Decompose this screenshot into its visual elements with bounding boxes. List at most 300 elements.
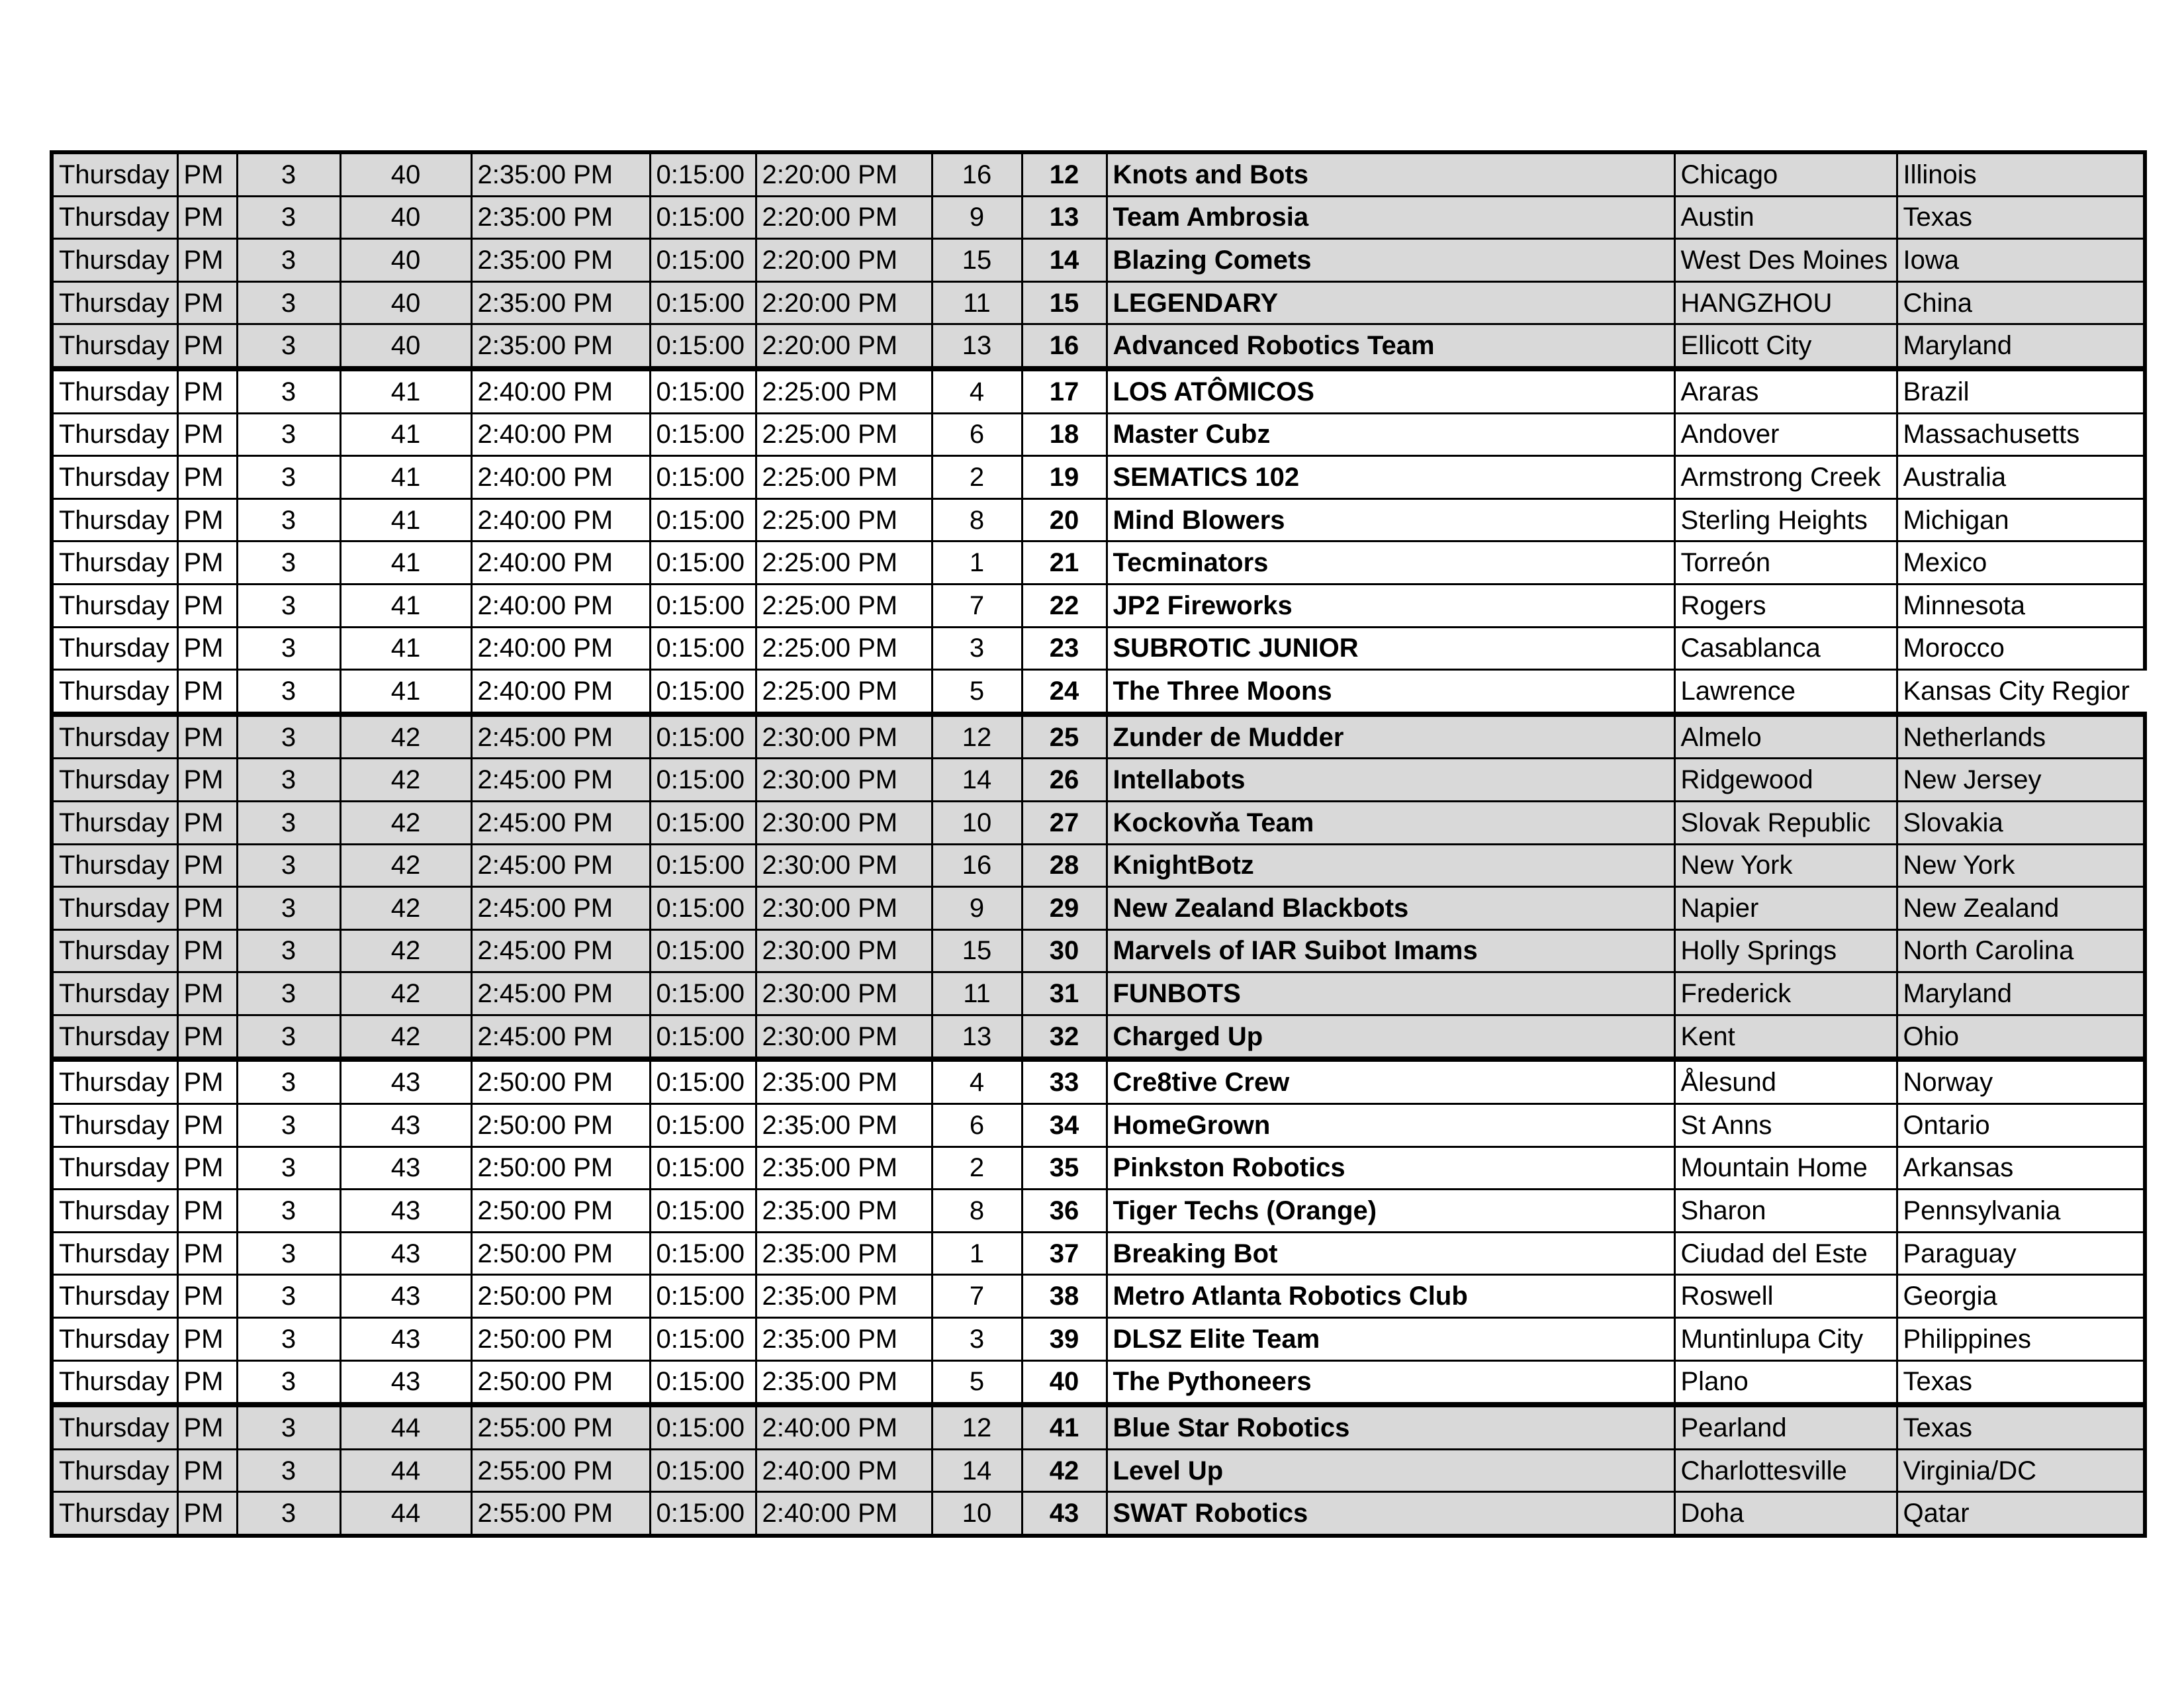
round-cell: 3 bbox=[237, 801, 340, 844]
session-cell: PM bbox=[177, 584, 237, 627]
city-cell: Ridgewood bbox=[1674, 759, 1897, 802]
round-cell: 3 bbox=[237, 887, 340, 930]
field-cell: 11 bbox=[932, 972, 1022, 1015]
region-cell: Minnesota bbox=[1897, 584, 2145, 627]
field-cell: 2 bbox=[932, 1147, 1022, 1190]
team-name-cell: Advanced Robotics Team bbox=[1107, 324, 1674, 369]
check-in-time-cell: 2:30:00 PM bbox=[756, 714, 932, 759]
field-cell: 15 bbox=[932, 929, 1022, 972]
day-cell: Thursday bbox=[52, 324, 177, 369]
table-row bbox=[52, 714, 2145, 759]
match-number-cell: 39 bbox=[1022, 1318, 1107, 1361]
start-time-cell: 2:45:00 PM bbox=[471, 972, 650, 1015]
check-in-time-cell: 2:25:00 PM bbox=[756, 584, 932, 627]
slot-cell: 40 bbox=[340, 152, 471, 196]
team-name-cell: Marvels of IAR Suibot Imams bbox=[1107, 929, 1674, 972]
table-row bbox=[52, 1147, 2145, 1190]
check-in-time-cell: 2:40:00 PM bbox=[756, 1405, 932, 1449]
match-number-cell: 23 bbox=[1022, 627, 1107, 670]
start-time-cell: 2:40:00 PM bbox=[471, 369, 650, 413]
table-row bbox=[52, 541, 2145, 585]
start-time-cell: 2:35:00 PM bbox=[471, 196, 650, 239]
start-time-cell: 2:50:00 PM bbox=[471, 1190, 650, 1233]
field-cell: 6 bbox=[932, 1104, 1022, 1147]
match-number-cell: 13 bbox=[1022, 196, 1107, 239]
duration-cell: 0:15:00 bbox=[650, 1147, 756, 1190]
region-cell: Maryland bbox=[1897, 324, 2145, 369]
round-cell: 3 bbox=[237, 714, 340, 759]
table-row bbox=[52, 413, 2145, 456]
duration-cell: 0:15:00 bbox=[650, 1059, 756, 1103]
region-cell: Paraguay bbox=[1897, 1232, 2145, 1275]
duration-cell: 0:15:00 bbox=[650, 196, 756, 239]
round-cell: 3 bbox=[237, 1015, 340, 1059]
slot-cell: 43 bbox=[340, 1190, 471, 1233]
round-cell: 3 bbox=[237, 196, 340, 239]
field-cell: 13 bbox=[932, 324, 1022, 369]
region-cell: Ontario bbox=[1897, 1104, 2145, 1147]
slot-cell: 43 bbox=[340, 1147, 471, 1190]
slot-cell: 42 bbox=[340, 759, 471, 802]
match-number-cell: 25 bbox=[1022, 714, 1107, 759]
duration-cell: 0:15:00 bbox=[650, 627, 756, 670]
start-time-cell: 2:40:00 PM bbox=[471, 498, 650, 541]
day-cell: Thursday bbox=[52, 1318, 177, 1361]
field-cell: 12 bbox=[932, 714, 1022, 759]
round-cell: 3 bbox=[237, 584, 340, 627]
match-number-cell: 18 bbox=[1022, 413, 1107, 456]
field-cell: 10 bbox=[932, 1492, 1022, 1536]
schedule-body bbox=[52, 152, 2145, 1536]
team-name-cell: SWAT Robotics bbox=[1107, 1492, 1674, 1536]
match-number-cell: 12 bbox=[1022, 152, 1107, 196]
duration-cell: 0:15:00 bbox=[650, 324, 756, 369]
start-time-cell: 2:45:00 PM bbox=[471, 714, 650, 759]
table-row bbox=[52, 670, 2145, 714]
round-cell: 3 bbox=[237, 627, 340, 670]
check-in-time-cell: 2:30:00 PM bbox=[756, 972, 932, 1015]
field-cell: 3 bbox=[932, 627, 1022, 670]
team-name-cell: KnightBotz bbox=[1107, 844, 1674, 887]
check-in-time-cell: 2:20:00 PM bbox=[756, 152, 932, 196]
duration-cell: 0:15:00 bbox=[650, 1015, 756, 1059]
table-row bbox=[52, 369, 2145, 413]
duration-cell: 0:15:00 bbox=[650, 929, 756, 972]
team-name-cell: Kockovňa Team bbox=[1107, 801, 1674, 844]
table-row bbox=[52, 456, 2145, 499]
city-cell: Rogers bbox=[1674, 584, 1897, 627]
region-cell: Netherlands bbox=[1897, 714, 2145, 759]
table-row bbox=[52, 844, 2145, 887]
region-cell: New York bbox=[1897, 844, 2145, 887]
team-name-cell: Team Ambrosia bbox=[1107, 196, 1674, 239]
region-cell: Norway bbox=[1897, 1059, 2145, 1103]
team-name-cell: Tecminators bbox=[1107, 541, 1674, 585]
table-row bbox=[52, 759, 2145, 802]
field-cell: 9 bbox=[932, 196, 1022, 239]
session-cell: PM bbox=[177, 1232, 237, 1275]
round-cell: 3 bbox=[237, 1275, 340, 1318]
table-row bbox=[52, 1104, 2145, 1147]
table-row bbox=[52, 887, 2145, 930]
region-cell: Michigan bbox=[1897, 498, 2145, 541]
session-cell: PM bbox=[177, 670, 237, 714]
duration-cell: 0:15:00 bbox=[650, 714, 756, 759]
city-cell: Ciudad del Este bbox=[1674, 1232, 1897, 1275]
city-cell: Doha bbox=[1674, 1492, 1897, 1536]
match-number-cell: 38 bbox=[1022, 1275, 1107, 1318]
start-time-cell: 2:40:00 PM bbox=[471, 413, 650, 456]
duration-cell: 0:15:00 bbox=[650, 369, 756, 413]
session-cell: PM bbox=[177, 1449, 237, 1492]
match-number-cell: 33 bbox=[1022, 1059, 1107, 1103]
start-time-cell: 2:40:00 PM bbox=[471, 584, 650, 627]
round-cell: 3 bbox=[237, 1059, 340, 1103]
round-cell: 3 bbox=[237, 498, 340, 541]
check-in-time-cell: 2:35:00 PM bbox=[756, 1318, 932, 1361]
round-cell: 3 bbox=[237, 759, 340, 802]
match-number-cell: 15 bbox=[1022, 281, 1107, 324]
start-time-cell: 2:40:00 PM bbox=[471, 541, 650, 585]
table-row bbox=[52, 584, 2145, 627]
match-number-cell: 32 bbox=[1022, 1015, 1107, 1059]
team-name-cell: Intellabots bbox=[1107, 759, 1674, 802]
round-cell: 3 bbox=[237, 1360, 340, 1405]
session-cell: PM bbox=[177, 324, 237, 369]
field-cell: 11 bbox=[932, 281, 1022, 324]
match-number-cell: 27 bbox=[1022, 801, 1107, 844]
check-in-time-cell: 2:35:00 PM bbox=[756, 1360, 932, 1405]
city-cell: Lawrence bbox=[1674, 670, 1897, 714]
day-cell: Thursday bbox=[52, 1015, 177, 1059]
round-cell: 3 bbox=[237, 1147, 340, 1190]
session-cell: PM bbox=[177, 972, 237, 1015]
day-cell: Thursday bbox=[52, 1360, 177, 1405]
slot-cell: 40 bbox=[340, 324, 471, 369]
round-cell: 3 bbox=[237, 670, 340, 714]
match-number-cell: 31 bbox=[1022, 972, 1107, 1015]
round-cell: 3 bbox=[237, 844, 340, 887]
round-cell: 3 bbox=[237, 972, 340, 1015]
duration-cell: 0:15:00 bbox=[650, 1318, 756, 1361]
field-cell: 8 bbox=[932, 1190, 1022, 1233]
check-in-time-cell: 2:30:00 PM bbox=[756, 1015, 932, 1059]
match-number-cell: 21 bbox=[1022, 541, 1107, 585]
match-number-cell: 30 bbox=[1022, 929, 1107, 972]
check-in-time-cell: 2:30:00 PM bbox=[756, 759, 932, 802]
slot-cell: 41 bbox=[340, 456, 471, 499]
team-name-cell: New Zealand Blackbots bbox=[1107, 887, 1674, 930]
slot-cell: 42 bbox=[340, 844, 471, 887]
city-cell: Austin bbox=[1674, 196, 1897, 239]
region-cell: Texas bbox=[1897, 1405, 2145, 1449]
match-number-cell: 29 bbox=[1022, 887, 1107, 930]
session-cell: PM bbox=[177, 801, 237, 844]
slot-cell: 43 bbox=[340, 1059, 471, 1103]
team-name-cell: Level Up bbox=[1107, 1449, 1674, 1492]
check-in-time-cell: 2:35:00 PM bbox=[756, 1147, 932, 1190]
team-name-cell: Tiger Techs (Orange) bbox=[1107, 1190, 1674, 1233]
team-name-cell: LOS ATÔMICOS bbox=[1107, 369, 1674, 413]
city-cell: Chicago bbox=[1674, 152, 1897, 196]
day-cell: Thursday bbox=[52, 281, 177, 324]
start-time-cell: 2:55:00 PM bbox=[471, 1405, 650, 1449]
team-name-cell: HomeGrown bbox=[1107, 1104, 1674, 1147]
field-cell: 4 bbox=[932, 369, 1022, 413]
region-cell: Australia bbox=[1897, 456, 2145, 499]
city-cell: Sterling Heights bbox=[1674, 498, 1897, 541]
day-cell: Thursday bbox=[52, 239, 177, 282]
city-cell: Araras bbox=[1674, 369, 1897, 413]
team-name-cell: Master Cubz bbox=[1107, 413, 1674, 456]
duration-cell: 0:15:00 bbox=[650, 584, 756, 627]
match-number-cell: 20 bbox=[1022, 498, 1107, 541]
check-in-time-cell: 2:35:00 PM bbox=[756, 1232, 932, 1275]
city-cell: Mountain Home bbox=[1674, 1147, 1897, 1190]
duration-cell: 0:15:00 bbox=[650, 1492, 756, 1536]
session-cell: PM bbox=[177, 1492, 237, 1536]
session-cell: PM bbox=[177, 1104, 237, 1147]
match-number-cell: 35 bbox=[1022, 1147, 1107, 1190]
team-name-cell: The Three Moons bbox=[1107, 670, 1674, 714]
city-cell: New York bbox=[1674, 844, 1897, 887]
city-cell: Frederick bbox=[1674, 972, 1897, 1015]
session-cell: PM bbox=[177, 887, 237, 930]
team-name-cell: FUNBOTS bbox=[1107, 972, 1674, 1015]
match-number-cell: 34 bbox=[1022, 1104, 1107, 1147]
session-cell: PM bbox=[177, 844, 237, 887]
slot-cell: 43 bbox=[340, 1318, 471, 1361]
city-cell: St Anns bbox=[1674, 1104, 1897, 1147]
check-in-time-cell: 2:35:00 PM bbox=[756, 1059, 932, 1103]
match-number-cell: 19 bbox=[1022, 456, 1107, 499]
start-time-cell: 2:45:00 PM bbox=[471, 929, 650, 972]
day-cell: Thursday bbox=[52, 584, 177, 627]
round-cell: 3 bbox=[237, 1318, 340, 1361]
city-cell: Sharon bbox=[1674, 1190, 1897, 1233]
day-cell: Thursday bbox=[52, 1059, 177, 1103]
region-cell: Morocco bbox=[1897, 627, 2145, 670]
start-time-cell: 2:40:00 PM bbox=[471, 627, 650, 670]
slot-cell: 41 bbox=[340, 627, 471, 670]
field-cell: 16 bbox=[932, 152, 1022, 196]
session-cell: PM bbox=[177, 369, 237, 413]
region-cell: Maryland bbox=[1897, 972, 2145, 1015]
field-cell: 5 bbox=[932, 1360, 1022, 1405]
round-cell: 3 bbox=[237, 281, 340, 324]
start-time-cell: 2:55:00 PM bbox=[471, 1449, 650, 1492]
team-name-cell: LEGENDARY bbox=[1107, 281, 1674, 324]
slot-cell: 41 bbox=[340, 498, 471, 541]
region-cell: Massachusetts bbox=[1897, 413, 2145, 456]
start-time-cell: 2:50:00 PM bbox=[471, 1232, 650, 1275]
check-in-time-cell: 2:25:00 PM bbox=[756, 498, 932, 541]
start-time-cell: 2:40:00 PM bbox=[471, 670, 650, 714]
duration-cell: 0:15:00 bbox=[650, 1232, 756, 1275]
round-cell: 3 bbox=[237, 1104, 340, 1147]
round-cell: 3 bbox=[237, 541, 340, 585]
city-cell: Holly Springs bbox=[1674, 929, 1897, 972]
session-cell: PM bbox=[177, 498, 237, 541]
check-in-time-cell: 2:25:00 PM bbox=[756, 541, 932, 585]
duration-cell: 0:15:00 bbox=[650, 1104, 756, 1147]
duration-cell: 0:15:00 bbox=[650, 1360, 756, 1405]
city-cell: West Des Moines bbox=[1674, 239, 1897, 282]
day-cell: Thursday bbox=[52, 670, 177, 714]
duration-cell: 0:15:00 bbox=[650, 1449, 756, 1492]
field-cell: 14 bbox=[932, 759, 1022, 802]
duration-cell: 0:15:00 bbox=[650, 152, 756, 196]
match-number-cell: 14 bbox=[1022, 239, 1107, 282]
session-cell: PM bbox=[177, 1059, 237, 1103]
session-cell: PM bbox=[177, 759, 237, 802]
duration-cell: 0:15:00 bbox=[650, 281, 756, 324]
slot-cell: 42 bbox=[340, 929, 471, 972]
match-number-cell: 36 bbox=[1022, 1190, 1107, 1233]
session-cell: PM bbox=[177, 929, 237, 972]
start-time-cell: 2:50:00 PM bbox=[471, 1318, 650, 1361]
session-cell: PM bbox=[177, 413, 237, 456]
start-time-cell: 2:50:00 PM bbox=[471, 1104, 650, 1147]
slot-cell: 43 bbox=[340, 1275, 471, 1318]
slot-cell: 44 bbox=[340, 1405, 471, 1449]
round-cell: 3 bbox=[237, 1405, 340, 1449]
slot-cell: 42 bbox=[340, 887, 471, 930]
round-cell: 3 bbox=[237, 1449, 340, 1492]
session-cell: PM bbox=[177, 1275, 237, 1318]
team-name-cell: Zunder de Mudder bbox=[1107, 714, 1674, 759]
table-row bbox=[52, 801, 2145, 844]
check-in-time-cell: 2:25:00 PM bbox=[756, 670, 932, 714]
start-time-cell: 2:50:00 PM bbox=[471, 1360, 650, 1405]
duration-cell: 0:15:00 bbox=[650, 1405, 756, 1449]
field-cell: 1 bbox=[932, 541, 1022, 585]
field-cell: 15 bbox=[932, 239, 1022, 282]
session-cell: PM bbox=[177, 1147, 237, 1190]
field-cell: 4 bbox=[932, 1059, 1022, 1103]
region-cell: Kansas City Regior bbox=[1897, 670, 2145, 714]
city-cell: Roswell bbox=[1674, 1275, 1897, 1318]
start-time-cell: 2:45:00 PM bbox=[471, 844, 650, 887]
round-cell: 3 bbox=[237, 1492, 340, 1536]
field-cell: 6 bbox=[932, 413, 1022, 456]
table-row bbox=[52, 1190, 2145, 1233]
duration-cell: 0:15:00 bbox=[650, 887, 756, 930]
day-cell: Thursday bbox=[52, 929, 177, 972]
session-cell: PM bbox=[177, 1405, 237, 1449]
start-time-cell: 2:35:00 PM bbox=[471, 239, 650, 282]
slot-cell: 42 bbox=[340, 1015, 471, 1059]
city-cell: Plano bbox=[1674, 1360, 1897, 1405]
check-in-time-cell: 2:30:00 PM bbox=[756, 801, 932, 844]
session-cell: PM bbox=[177, 1190, 237, 1233]
slot-cell: 40 bbox=[340, 196, 471, 239]
region-cell: Texas bbox=[1897, 1360, 2145, 1405]
table-row bbox=[52, 1015, 2145, 1059]
match-number-cell: 40 bbox=[1022, 1360, 1107, 1405]
day-cell: Thursday bbox=[52, 413, 177, 456]
round-cell: 3 bbox=[237, 239, 340, 282]
city-cell: Napier bbox=[1674, 887, 1897, 930]
duration-cell: 0:15:00 bbox=[650, 1190, 756, 1233]
table-row bbox=[52, 627, 2145, 670]
match-number-cell: 43 bbox=[1022, 1492, 1107, 1536]
check-in-time-cell: 2:35:00 PM bbox=[756, 1190, 932, 1233]
field-cell: 3 bbox=[932, 1318, 1022, 1361]
slot-cell: 41 bbox=[340, 541, 471, 585]
match-number-cell: 26 bbox=[1022, 759, 1107, 802]
start-time-cell: 2:40:00 PM bbox=[471, 456, 650, 499]
region-cell: Ohio bbox=[1897, 1015, 2145, 1059]
table-row bbox=[52, 239, 2145, 282]
city-cell: Andover bbox=[1674, 413, 1897, 456]
day-cell: Thursday bbox=[52, 369, 177, 413]
session-cell: PM bbox=[177, 1360, 237, 1405]
team-name-cell: Blue Star Robotics bbox=[1107, 1405, 1674, 1449]
team-name-cell: Charged Up bbox=[1107, 1015, 1674, 1059]
field-cell: 2 bbox=[932, 456, 1022, 499]
team-name-cell: Breaking Bot bbox=[1107, 1232, 1674, 1275]
day-cell: Thursday bbox=[52, 196, 177, 239]
match-number-cell: 22 bbox=[1022, 584, 1107, 627]
session-cell: PM bbox=[177, 456, 237, 499]
table-row bbox=[52, 281, 2145, 324]
region-cell: Philippines bbox=[1897, 1318, 2145, 1361]
duration-cell: 0:15:00 bbox=[650, 801, 756, 844]
region-cell: Texas bbox=[1897, 196, 2145, 239]
city-cell: Ålesund bbox=[1674, 1059, 1897, 1103]
day-cell: Thursday bbox=[52, 152, 177, 196]
table-row bbox=[52, 929, 2145, 972]
schedule-table bbox=[50, 150, 2147, 1538]
city-cell: Ellicott City bbox=[1674, 324, 1897, 369]
team-name-cell: Metro Atlanta Robotics Club bbox=[1107, 1275, 1674, 1318]
check-in-time-cell: 2:35:00 PM bbox=[756, 1275, 932, 1318]
check-in-time-cell: 2:20:00 PM bbox=[756, 239, 932, 282]
city-cell: Slovak Republic bbox=[1674, 801, 1897, 844]
start-time-cell: 2:50:00 PM bbox=[471, 1147, 650, 1190]
slot-cell: 40 bbox=[340, 239, 471, 282]
start-time-cell: 2:50:00 PM bbox=[471, 1275, 650, 1318]
team-name-cell: DLSZ Elite Team bbox=[1107, 1318, 1674, 1361]
start-time-cell: 2:45:00 PM bbox=[471, 1015, 650, 1059]
start-time-cell: 2:35:00 PM bbox=[471, 324, 650, 369]
city-cell: HANGZHOU bbox=[1674, 281, 1897, 324]
team-name-cell: The Pythoneers bbox=[1107, 1360, 1674, 1405]
city-cell: Armstrong Creek bbox=[1674, 456, 1897, 499]
start-time-cell: 2:45:00 PM bbox=[471, 759, 650, 802]
region-cell: New Jersey bbox=[1897, 759, 2145, 802]
day-cell: Thursday bbox=[52, 541, 177, 585]
slot-cell: 41 bbox=[340, 369, 471, 413]
day-cell: Thursday bbox=[52, 844, 177, 887]
duration-cell: 0:15:00 bbox=[650, 972, 756, 1015]
match-number-cell: 41 bbox=[1022, 1405, 1107, 1449]
region-cell: China bbox=[1897, 281, 2145, 324]
match-number-cell: 17 bbox=[1022, 369, 1107, 413]
field-cell: 12 bbox=[932, 1405, 1022, 1449]
check-in-time-cell: 2:25:00 PM bbox=[756, 413, 932, 456]
session-cell: PM bbox=[177, 281, 237, 324]
slot-cell: 42 bbox=[340, 801, 471, 844]
duration-cell: 0:15:00 bbox=[650, 456, 756, 499]
slot-cell: 41 bbox=[340, 413, 471, 456]
slot-cell: 44 bbox=[340, 1492, 471, 1536]
duration-cell: 0:15:00 bbox=[650, 1275, 756, 1318]
check-in-time-cell: 2:40:00 PM bbox=[756, 1492, 932, 1536]
field-cell: 7 bbox=[932, 1275, 1022, 1318]
region-cell: Virginia/DC bbox=[1897, 1449, 2145, 1492]
